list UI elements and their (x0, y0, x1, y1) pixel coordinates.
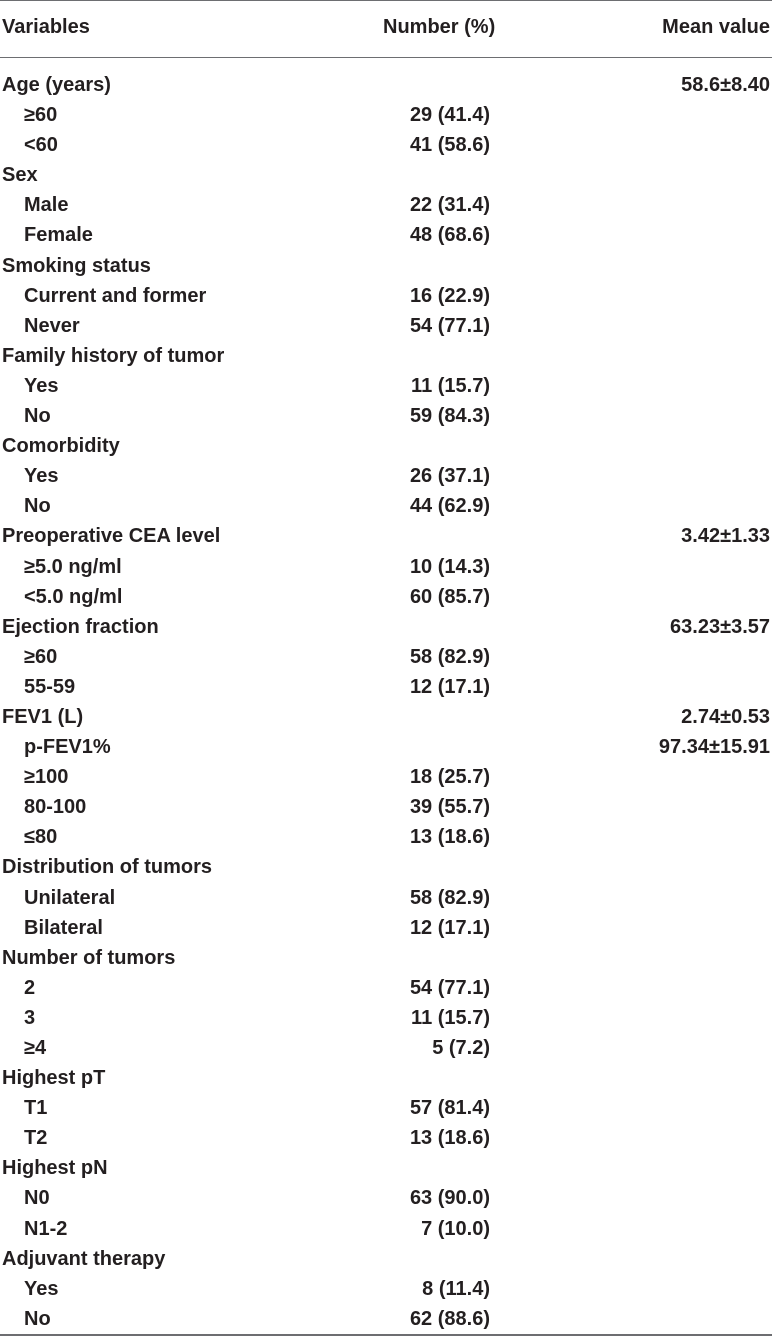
table-row-subcategory (0, 311, 772, 341)
table-row-subcategory (0, 1123, 772, 1153)
header-number: Number (%) (383, 16, 496, 38)
table-row-subcategory (0, 732, 772, 762)
table-row-subcategory (0, 190, 772, 220)
cell-variable: Bilateral (24, 916, 103, 939)
cell-variable: T1 (24, 1097, 48, 1120)
table-row-subcategory (0, 1093, 772, 1123)
cell-number-percent: 62 (88.6) (409, 1307, 490, 1330)
cell-number-percent: 57 (81.4) (409, 1097, 490, 1120)
cell-variable: No (24, 495, 51, 518)
cell-number-percent: 5 (7.2) (432, 1037, 490, 1059)
cell-number-percent: 16 (22.9) (409, 284, 490, 307)
cell-number-percent: 11 (15.7) (411, 374, 490, 397)
cell-number-percent: 7 (10.0) (421, 1217, 490, 1240)
cell-variable: No (24, 1307, 51, 1330)
table-row-subcategory (0, 552, 772, 582)
table-row-category (0, 70, 772, 100)
table-row-subcategory (0, 792, 772, 822)
table-row-subcategory (0, 281, 772, 311)
cell-variable: Female (24, 224, 93, 247)
cell-number-percent: 41 (58.6) (409, 134, 490, 157)
cell-variable: ≥5.0 ng/ml (24, 555, 122, 578)
cell-number-percent: 54 (77.1) (409, 976, 490, 999)
table-row-subcategory (0, 1003, 772, 1033)
cell-number-percent: 10 (14.3) (409, 555, 490, 578)
table-row-subcategory (0, 973, 772, 1003)
cell-variable: Ejection fraction (2, 615, 159, 638)
cell-variable: Unilateral (24, 886, 116, 909)
cell-variable: Yes (24, 374, 59, 397)
cell-number-percent: 13 (18.6) (409, 826, 490, 849)
cell-number-percent: 48 (68.6) (409, 224, 490, 247)
table-row-subcategory (0, 762, 772, 792)
table-row-category (0, 1244, 772, 1274)
cell-variable: p-FEV1% (24, 736, 111, 759)
cell-variable: T2 (24, 1127, 48, 1150)
table-row-subcategory (0, 461, 772, 491)
header-variables: Variables (2, 16, 90, 38)
cell-variable: Yes (24, 465, 59, 488)
cell-variable: N0 (24, 1187, 50, 1210)
cell-variable: 80-100 (24, 796, 87, 819)
cell-variable: FEV1 (L) (2, 705, 84, 728)
cell-number-percent: 11 (15.7) (411, 1006, 490, 1029)
cell-number-percent: 39 (55.7) (409, 796, 490, 819)
cell-variable: Number of tumors (2, 946, 176, 969)
cell-variable: ≥60 (24, 104, 58, 127)
table-row-subcategory (0, 672, 772, 702)
cell-number-percent: 8 (11.4) (422, 1277, 490, 1300)
cell-number-percent: 58 (82.9) (409, 645, 490, 668)
cell-mean-value: 3.42±1.33 (681, 525, 770, 548)
cell-number-percent: 12 (17.1) (409, 675, 490, 698)
table-row-subcategory (0, 822, 772, 852)
cell-number-percent: 63 (90.0) (409, 1187, 490, 1210)
cell-mean-value: 63.23±3.57 (670, 615, 770, 638)
table-row-subcategory (0, 1033, 772, 1063)
cell-variable: <5.0 ng/ml (24, 585, 123, 608)
cell-variable: Smoking status (2, 254, 151, 277)
table-body (0, 70, 772, 1334)
cell-variable: ≥60 (24, 645, 58, 668)
cell-variable: 3 (24, 1006, 36, 1029)
header-separator-rule (0, 57, 772, 58)
cell-number-percent: 26 (37.1) (409, 465, 490, 488)
table-row-subcategory (0, 1304, 772, 1334)
table-row-category (0, 160, 772, 190)
cell-number-percent: 58 (82.9) (409, 886, 490, 909)
cell-number-percent: 12 (17.1) (409, 916, 490, 939)
table-row-subcategory (0, 100, 772, 130)
table-row-subcategory (0, 1183, 772, 1213)
table-row-subcategory (0, 913, 772, 943)
cell-variable: Male (24, 194, 69, 217)
cell-variable: N1-2 (24, 1217, 68, 1240)
cell-variable: Adjuvant therapy (2, 1247, 166, 1270)
table-row-category (0, 341, 772, 371)
cell-variable: Never (24, 314, 80, 337)
header-mean-value: Mean value (662, 16, 770, 38)
cell-variable: 2 (24, 976, 36, 999)
cell-variable: ≥100 (24, 766, 69, 789)
table-row-subcategory (0, 1214, 772, 1244)
cell-variable: Comorbidity (2, 435, 120, 458)
table-row-subcategory (0, 491, 772, 521)
table-row-category (0, 1153, 772, 1183)
table-header-row (0, 0, 772, 57)
table-row-subcategory (0, 220, 772, 250)
cell-variable: ≥4 (24, 1037, 47, 1059)
table-row-category (0, 1063, 772, 1093)
table-row-category (0, 431, 772, 461)
cell-mean-value: 2.74±0.53 (681, 705, 770, 728)
cell-number-percent: 54 (77.1) (409, 314, 490, 337)
cell-variable: Current and former (24, 284, 207, 307)
cell-variable: 55-59 (24, 675, 76, 698)
table-row-category (0, 251, 772, 281)
table-row-subcategory (0, 401, 772, 431)
cell-number-percent: 29 (41.4) (409, 104, 490, 127)
cell-number-percent: 60 (85.7) (409, 585, 490, 608)
table-row-category (0, 852, 772, 882)
bottom-rule (0, 1334, 772, 1336)
cell-variable: Highest pT (2, 1067, 106, 1090)
table-row-subcategory (0, 642, 772, 672)
table-row-subcategory (0, 883, 772, 913)
cell-variable: No (24, 405, 51, 428)
table-row-subcategory (0, 1274, 772, 1304)
table-row-category (0, 702, 772, 732)
table-row-subcategory (0, 371, 772, 401)
cell-variable: Highest pN (2, 1157, 108, 1180)
cell-variable: Yes (24, 1277, 59, 1300)
cell-variable: Sex (2, 164, 38, 187)
cell-variable: Preoperative CEA level (2, 525, 221, 548)
cell-variable: <60 (24, 134, 58, 157)
cell-variable: Age (years) (2, 74, 111, 96)
cell-number-percent: 22 (31.4) (409, 194, 490, 217)
table-row-category (0, 521, 772, 551)
cell-number-percent: 59 (84.3) (409, 405, 490, 428)
cell-number-percent: 18 (25.7) (409, 766, 490, 789)
table-row-subcategory (0, 582, 772, 612)
cell-mean-value: 58.6±8.40 (681, 74, 770, 96)
table-row-category (0, 612, 772, 642)
cell-number-percent: 13 (18.6) (409, 1127, 490, 1150)
cell-number-percent: 44 (62.9) (409, 495, 490, 518)
table-row-category (0, 943, 772, 973)
cell-variable: Family history of tumor (2, 344, 225, 367)
cell-variable: ≤80 (24, 826, 58, 849)
table-row-subcategory (0, 130, 772, 160)
cell-variable: Distribution of tumors (2, 856, 212, 879)
cell-mean-value: 97.34±15.91 (658, 736, 770, 759)
